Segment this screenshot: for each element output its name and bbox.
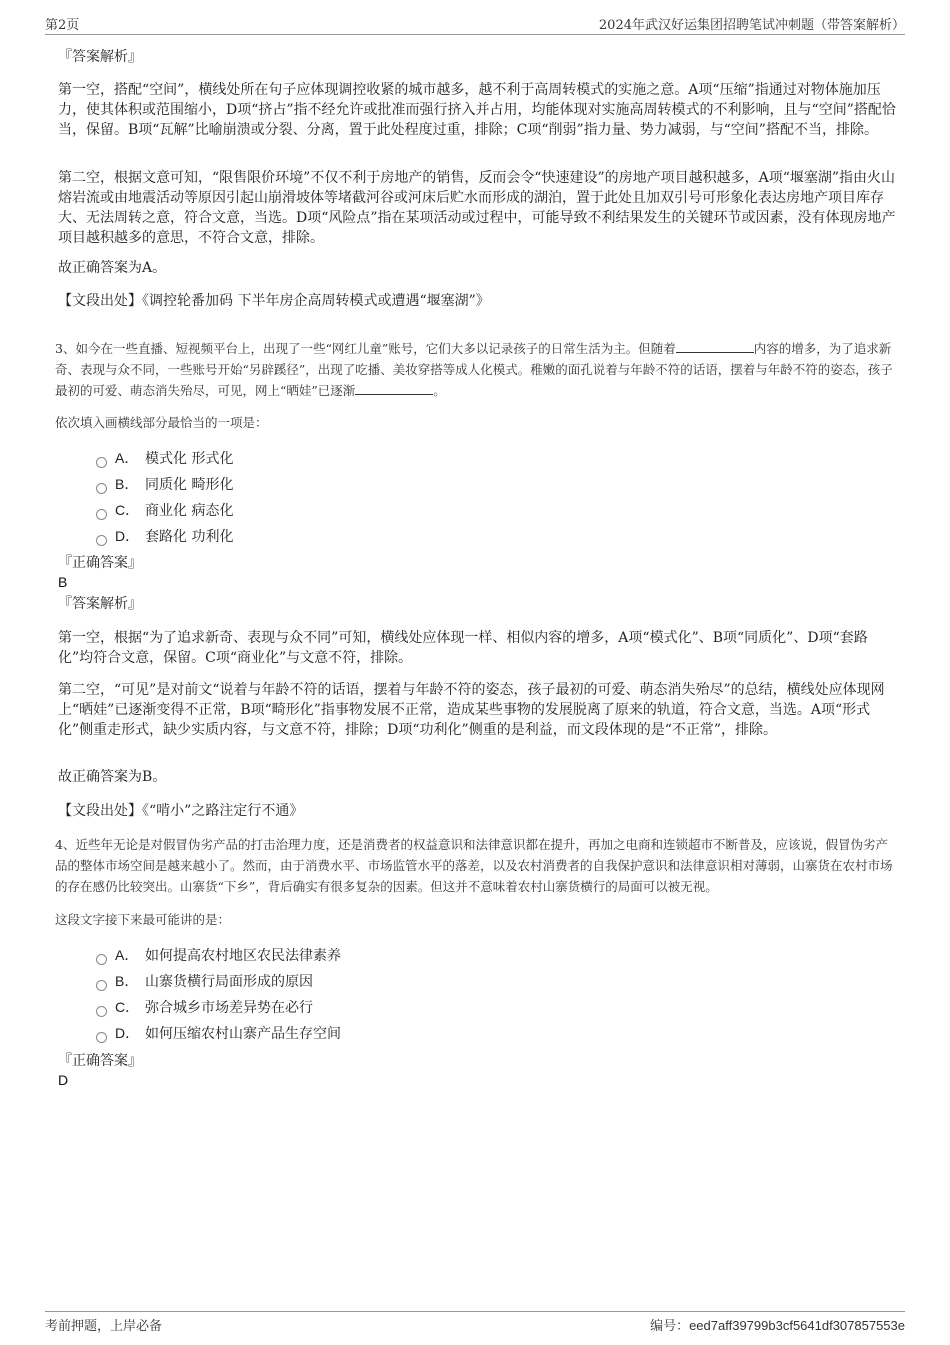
q4-option-d[interactable]: D． 如何压缩农村山寨产品生存空间: [96, 1023, 341, 1043]
q3-source: 【文段出处】《“啃小”之路注定行不通》: [58, 803, 304, 819]
footer-slogan: 考前押题，上岸必备: [45, 1319, 163, 1334]
q3-option-a[interactable]: A． 模式化 形式化: [96, 448, 233, 468]
q4-option-c[interactable]: C． 弥合城乡市场差异势在必行: [96, 997, 313, 1017]
q4-stem: 4、近些年无论是对假冒伪劣产品的打击治理力度，还是消费者的权益意识和法律意识都在提升，再加之电商和连锁超市不断普及，应该说，假冒伪劣产品的整体市场空间是越来越小了。然而，由于消费水平、市场监管水平的落差，以及农村消费者的自我保护意识和法律意识相对薄弱，山寨货在农村市场的存在感仍比较突出。山寨货“下乡”，背后确实有很多复杂的因素。但这并不意味着农村山寨货横行的局面可以被无视。: [55, 837, 893, 894]
q4-answer: D: [58, 1072, 69, 1088]
radio-icon[interactable]: [96, 1006, 107, 1017]
q2-analysis-label: 『答案解析』: [58, 49, 142, 65]
q3-stem-part-b: 内容的增多，为了追求新奇、表现与众不同，一些账号开始“另辟蹊径”，出现了吃播、美妆穿搭等成人化模式。稚嫩的面孔说着与年龄不符的话语，摆着与年龄不符的姿态，孩子最初的可爱、萌态消失殆尽，可见，网上“晒娃”已逐渐: [55, 341, 893, 398]
q2-analysis-p2: 第二空，根据文意可知，“限售限价环境”不仅不利于房地产的销售，反而会令“快速建设”的房地产项目越积越多，A项“堰塞湖”指由火山熔岩流或由地震活动等原因引起山崩滑坡体等堵截河谷或河床后贮水而形成的湖泊，置于此处且加双引号可形象化表达房地产项目库存大、无法周转之意，符合文意，当选。D项“风险点”指在某项活动或过程中，可能导致不利结果发生的关键环节或因素，没有体现房地产项目越积越多的意思，不符合文意，排除。: [58, 170, 896, 246]
page-header: [45, 14, 905, 35]
q2-source: 【文段出处】《调控轮番加码 下半年房企高周转模式或遭遇“堰塞湖”》: [58, 293, 490, 309]
radio-icon[interactable]: [96, 509, 107, 520]
q3-stem-part-c: 。: [433, 383, 446, 398]
document-title: 2024年武汉好运集团招聘笔试冲刺题（带答案解析）: [598, 18, 905, 33]
q2-analysis-p1: 第一空，搭配“空间”，横线处所在句子应体现调控收紧的城市越多，越不利于高周转模式的实施之意。A项“压缩”指通过对物体施加压力，使其体积或范围缩小，D项“挤占”指不经允许或批准而强行挤入并占用，均能体现对实施高周转模式的不利影响，且与“空间”搭配恰当，保留。B项“瓦解”比喻崩溃或分裂、分离，置于此处程度过重，排除；C项“削弱”指力量、势力减弱，与“空间”搭配不当，排除。: [58, 82, 896, 138]
radio-icon[interactable]: [96, 483, 107, 494]
q3-blank-2: [355, 382, 433, 395]
radio-icon[interactable]: [96, 535, 107, 546]
q3-prompt: 依次填入画横线部分最恰当的一项是：: [55, 415, 268, 430]
q3-blank-1: [676, 340, 754, 353]
q3-analysis-p2: 第二空，“可见”是对前文“说着与年龄不符的话语，摆着与年龄不符的姿态，孩子最初的可爱、萌态消失殆尽”的总结，横线处应体现网上“晒娃”已逐渐变得不正常，B项“畸形化”指事物发展不正常，造成某些事物的发展脱离了原来的轨道，符合文意，当选。A项“形式化”侧重走形式，缺少实质内容，与文意不符，排除；D项“功利化”侧重的是利益，而文段体现的是“不正常”，排除。: [58, 682, 885, 738]
q4-answer-label: 『正确答案』: [58, 1053, 142, 1069]
radio-icon[interactable]: [96, 980, 107, 991]
q3-option-d[interactable]: D． 套路化 功利化: [96, 526, 233, 546]
q3-stem-part-a: 3、如今在一些直播、短视频平台上，出现了一些“网红儿童”账号，它们大多以记录孩子的日常生活为主。但随着: [55, 341, 676, 356]
q2-conclusion: 故正确答案为A。: [58, 260, 167, 276]
q4-option-a[interactable]: A． 如何提高农村地区农民法律素养: [96, 945, 341, 965]
document-id: 编号：eed7aff39799b3cf5641df307857553e: [650, 1318, 905, 1334]
page-number: 第2页: [45, 18, 80, 33]
q3-stem: [55, 338, 898, 401]
q4-prompt: 这段文字接下来最可能讲的是：: [55, 912, 231, 927]
q3-option-b[interactable]: B． 同质化 畸形化: [96, 474, 233, 494]
q3-analysis-label: 『答案解析』: [58, 596, 142, 612]
q3-option-c[interactable]: C． 商业化 病态化: [96, 500, 233, 520]
radio-icon[interactable]: [96, 1032, 107, 1043]
q3-answer: B: [58, 574, 68, 590]
q3-answer-label: 『正确答案』: [58, 555, 142, 571]
radio-icon[interactable]: [96, 954, 107, 965]
page-footer: [45, 1311, 905, 1334]
q3-conclusion: 故正确答案为B。: [58, 769, 167, 785]
radio-icon[interactable]: [96, 457, 107, 468]
q3-analysis-p1: 第一空，根据“为了追求新奇、表现与众不同”可知，横线处应体现一样、相似内容的增多，A项“模式化”、B项“同质化”、D项“套路化”均符合文意，保留。C项“商业化”与文意不符，排除。: [58, 630, 868, 666]
q4-option-b[interactable]: B． 山寨货横行局面形成的原因: [96, 971, 313, 991]
